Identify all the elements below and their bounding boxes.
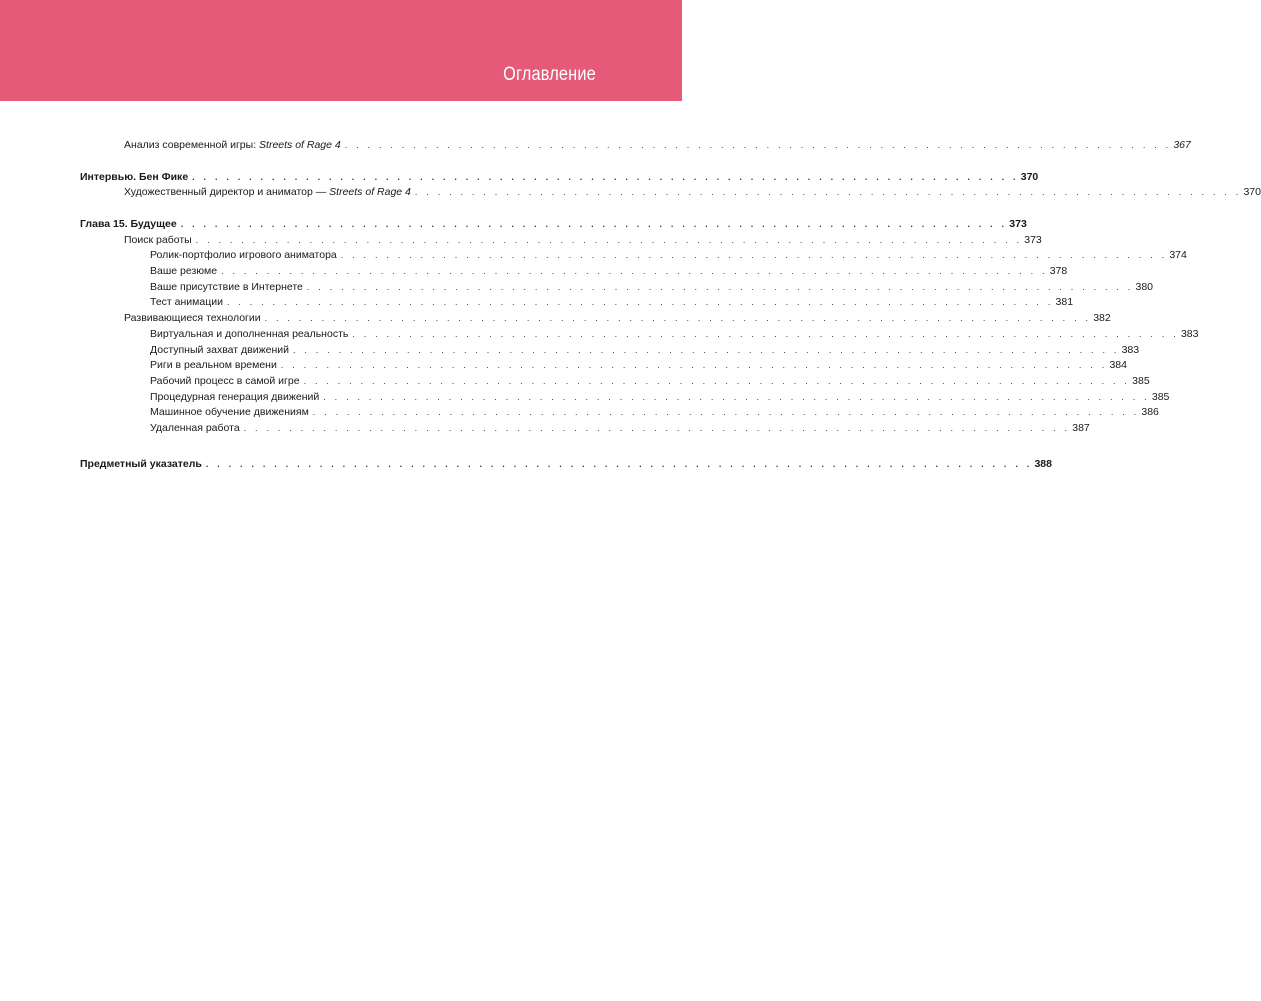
page-title: Оглавление xyxy=(503,64,596,85)
toc-entry[interactable] xyxy=(80,217,1027,231)
toc-entry-page: 373 xyxy=(1009,218,1027,230)
dot-leader: . . . . . . . . . . . . . . . . . . . . . . . . . . . . . . . . . . . . . . . . . . . . . . . . . . . . . . . . . . . . . . . . . . . . . . . . . xyxy=(312,407,1140,417)
toc-entry-title: Анализ современной игры: Streets of Rage 4 xyxy=(124,139,341,151)
toc-entry[interactable] xyxy=(150,343,1140,357)
dot-leader: . . . . . . . . . . . . . . . . . . . . . . . . . . . . . . . . . . . . . . . . . . . . . . . . . . . . . . . . . . . . . . . . . . . . . . . . . xyxy=(340,250,1168,260)
toc-entry-title: Поиск работы xyxy=(124,234,192,246)
dot-leader: . . . . . . . . . . . . . . . . . . . . . . . . . . . . . . . . . . . . . . . . . . . . . . . . . . . . . . . . . . . . . . . . . . . . . . . . . xyxy=(221,266,1048,276)
dot-leader: . . . . . . . . . . . . . . . . . . . . . . . . . . . . . . . . . . . . . . . . . . . . . . . . . . . . . . . . . . . . . . . . . . . . . . . . . xyxy=(352,329,1179,339)
toc-entry-page: 387 xyxy=(1072,422,1090,434)
toc-entry-title: Художественный директор и аниматор — Streets of Rage 4 xyxy=(124,186,411,198)
toc-entry-page: 373 xyxy=(1024,234,1042,246)
toc-entry-title: Риги в реальном времени xyxy=(150,359,277,371)
toc-entry-page: 385 xyxy=(1132,375,1150,387)
toc-entry-page: 374 xyxy=(1169,249,1187,261)
dot-leader: . . . . . . . . . . . . . . . . . . . . . . . . . . . . . . . . . . . . . . . . . . . . . . . . . . . . . . . . . . . . . . . . . . . . . . . . . xyxy=(195,235,1023,245)
dot-leader: . . . . . . . . . . . . . . . . . . . . . . . . . . . . . . . . . . . . . . . . . . . . . . . . . . . . . . . . . . . . . . . . . . . . . . . . . xyxy=(414,187,1242,197)
toc-entry-page: 386 xyxy=(1141,406,1159,418)
toc-entry[interactable] xyxy=(150,405,1159,419)
dot-leader: . . . . . . . . . . . . . . . . . . . . . . . . . . . . . . . . . . . . . . . . . . . . . . . . . . . . . . . . . . . . . . . . . . . . . . . . . xyxy=(205,459,1033,469)
toc-entry-title: Виртуальная и дополненная реальность xyxy=(150,328,349,340)
toc-entry[interactable] xyxy=(150,248,1187,262)
toc-entry-title: Ваше присутствие в Интернете xyxy=(150,281,303,293)
toc-entry-title-italic: Streets of Rage 4 xyxy=(259,139,341,151)
toc-entry-page: 384 xyxy=(1109,359,1127,371)
toc-entry-page: 383 xyxy=(1121,344,1140,356)
toc-entry[interactable] xyxy=(124,233,1042,247)
toc-entry-title: Развивающиеся технологии xyxy=(124,312,261,324)
toc-entry[interactable] xyxy=(150,358,1127,372)
toc-entry[interactable] xyxy=(124,138,1191,152)
toc-entry[interactable] xyxy=(150,295,1074,309)
toc-entry-title: Процедурная генерация движений xyxy=(150,391,320,403)
header-band xyxy=(0,0,682,101)
toc-entry-title: Ролик-портфолио игрового аниматора xyxy=(150,249,337,261)
toc-entry-title-italic: Streets of Rage 4 xyxy=(329,186,411,198)
toc-entry-title: Тест анимации xyxy=(150,296,223,308)
dot-leader: . . . . . . . . . . . . . . . . . . . . . . . . . . . . . . . . . . . . . . . . . . . . . . . . . . . . . . . . . . . . . . . . . . . . . . . . . xyxy=(264,313,1092,323)
dot-leader: . . . . . . . . . . . . . . . . . . . . . . . . . . . . . . . . . . . . . . . . . . . . . . . . . . . . . . . . . . . . . . . . . . . . . . . . . xyxy=(192,172,1019,182)
toc-entry[interactable] xyxy=(80,170,1039,184)
toc-entry-page: 382 xyxy=(1093,312,1111,324)
toc-entry[interactable] xyxy=(150,421,1090,435)
toc-entry[interactable] xyxy=(124,311,1111,325)
toc-entry-page: 370 xyxy=(1243,186,1261,198)
toc-entry[interactable] xyxy=(150,327,1199,341)
dot-leader: . . . . . . . . . . . . . . . . . . . . . . . . . . . . . . . . . . . . . . . . . . . . . . . . . . . . . . . . . . . . . . . . . . . . . . . . . xyxy=(306,282,1134,292)
toc-entry-page: 367 xyxy=(1173,139,1191,151)
dot-leader: . . . . . . . . . . . . . . . . . . . . . . . . . . . . . . . . . . . . . . . . . . . . . . . . . . . . . . . . . . . . . . . . . . . . . . . . . xyxy=(180,219,1008,229)
dot-leader: . . . . . . . . . . . . . . . . . . . . . . . . . . . . . . . . . . . . . . . . . . . . . . . . . . . . . . . . . . . . . . . . . . . . . . . . . xyxy=(226,297,1054,307)
toc-entry-title: Глава 15. Будущее xyxy=(80,218,177,230)
toc-entry-page: 380 xyxy=(1135,281,1154,293)
dot-leader: . . . . . . . . . . . . . . . . . . . . . . . . . . . . . . . . . . . . . . . . . . . . . . . . . . . . . . . . . . . . . . . . . . . . . . . . . xyxy=(243,423,1071,433)
toc-entry-title: Предметный указатель xyxy=(80,458,202,470)
toc-entry[interactable] xyxy=(150,390,1170,404)
dot-leader: . . . . . . . . . . . . . . . . . . . . . . . . . . . . . . . . . . . . . . . . . . . . . . . . . . . . . . . . . . . . . . . . . . . . . . . . . xyxy=(280,360,1108,370)
dot-leader: . . . . . . . . . . . . . . . . . . . . . . . . . . . . . . . . . . . . . . . . . . . . . . . . . . . . . . . . . . . . . . . . . . . . . . . . . xyxy=(292,345,1120,355)
toc-entry-title: Машинное обучение движениям xyxy=(150,406,309,418)
toc-entry-page: 381 xyxy=(1055,296,1074,308)
toc-entry-page: 388 xyxy=(1034,458,1052,470)
toc-entry-title: Рабочий процесс в самой игре xyxy=(150,375,300,387)
dot-leader: . . . . . . . . . . . . . . . . . . . . . . . . . . . . . . . . . . . . . . . . . . . . . . . . . . . . . . . . . . . . . . . . . . . . . . . . . xyxy=(323,392,1150,402)
toc-entry[interactable] xyxy=(80,457,1052,471)
toc-entry[interactable] xyxy=(124,185,1261,199)
dot-leader: . . . . . . . . . . . . . . . . . . . . . . . . . . . . . . . . . . . . . . . . . . . . . . . . . . . . . . . . . . . . . . . . . . . . . . . . . xyxy=(303,376,1131,386)
toc-entry-page: 385 xyxy=(1151,391,1170,403)
toc-entry[interactable] xyxy=(150,280,1154,294)
toc-entry-title: Интервью. Бен Фике xyxy=(80,171,189,183)
toc-entry-title: Ваше резюме xyxy=(150,265,218,277)
toc-entry-page: 378 xyxy=(1049,265,1068,277)
toc-entry-page: 370 xyxy=(1020,171,1039,183)
toc-entry-page: 383 xyxy=(1180,328,1199,340)
toc-entry-title: Доступный захват движений xyxy=(150,344,289,356)
toc-entry[interactable] xyxy=(150,264,1068,278)
dot-leader: . . . . . . . . . . . . . . . . . . . . . . . . . . . . . . . . . . . . . . . . . . . . . . . . . . . . . . . . . . . . . . . . . . . . . . . . . xyxy=(344,140,1172,150)
toc-entry-title: Удаленная работа xyxy=(150,422,240,434)
toc-entry[interactable] xyxy=(150,374,1150,388)
